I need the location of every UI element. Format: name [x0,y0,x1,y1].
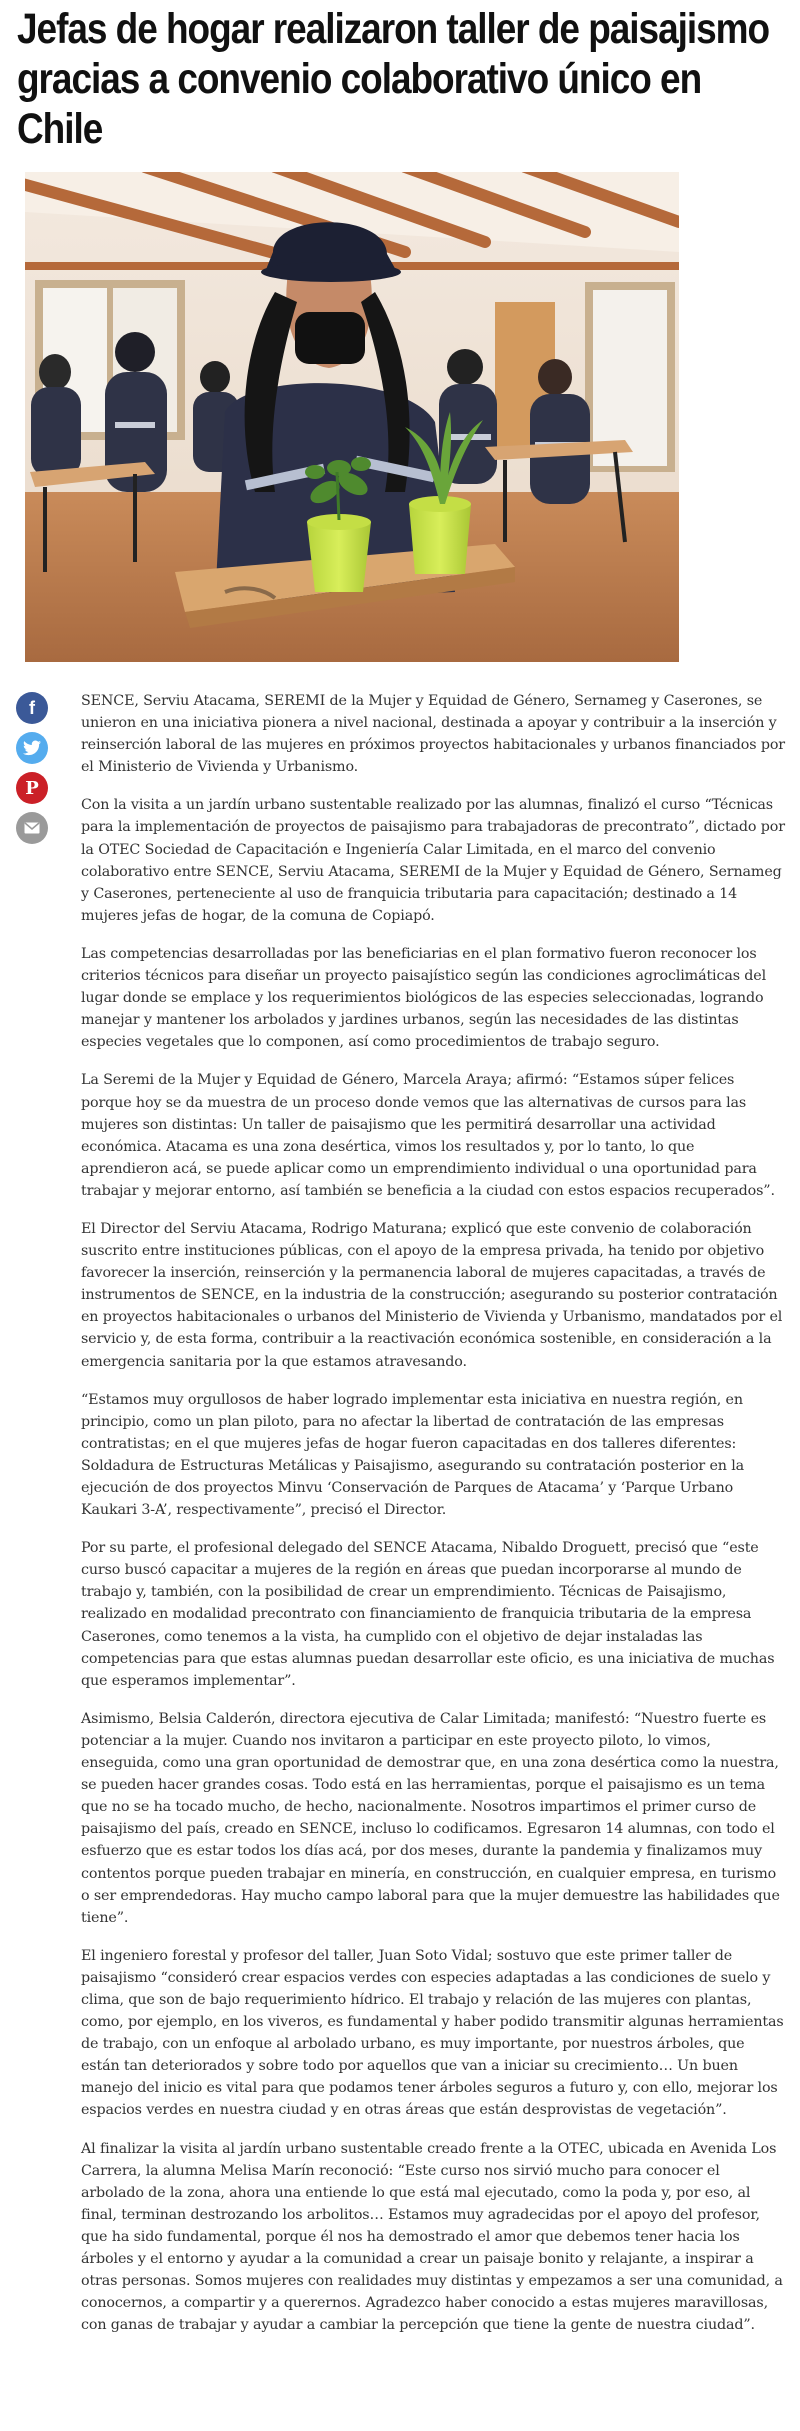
article-paragraph: Asimismo, Belsia Calderón, directora ejecutiva de Calar Limitada; manifestó: “Nuestro fuerte es potenciar a la mujer. Cuando nos invitaron a participar en este proyecto piloto, lo vimos, enseguida, como una gran oportunidad de demostrar que, en una zona desértica como la nuestra, se pueden hacer grandes cosas. Todo está en las herramientas, porque el paisajismo es un tema que no se ha tocado mucho, de hecho, nacionalmente. Nosotros impartimos el primer curso de paisajismo del país, creado en SENCE, incluso lo codificamos. Egresaron 14 alumnas, con todo el esfuerzo que es estar todos los días acá, por dos meses, durante la pandemia y finalizamos muy contentos porque pueden trabajar en minería, en construcción, en cualquier empresa, en turismo o ser emprendedoras. Hay mucho campo laboral para que la mujer demuestre las habilidades que tiene”. [81,1710,780,1926]
article-paragraph: El ingeniero forestal y profesor del taller, Juan Soto Vidal; sostuvo que este primer taller de paisajismo “consideró crear espacios verdes con especies adaptadas a las condiciones de suelo y clima, que son de bajo requerimiento hídrico. El trabajo y relación de las mujeres con plantas, como, por ejemplo, en los viveros, es fundamental y haber podido transmitir algunas herramientas de trabajo, con un enfoque al arbolado urbano, es muy importante, por nuestros árboles, que están tan deteriorados y sobre todo por aquellos que van a iniciar su crecimiento… Un buen manejo del inicio es vital para que podamos tener árboles seguros a futuro y, con ello, mejorar los espacios verdes en nuestra ciudad y en otras áreas que están desprovistas de vegetación”. [81,1947,784,2119]
share-email-button[interactable] [16,812,48,844]
classroom-photo [25,172,679,662]
article-paragraph: El Director del Serviu Atacama, Rodrigo Maturana; explicó que este convenio de colaboración suscrito entre instituciones públicas, con el apoyo de la empresa privada, ha tenido por objetivo favorecer la inserción, reinserción y la permanencia laboral de mujeres capacitadas, a través de instrumentos de SENCE, en la industria de la construcción; asegurando su posterior contratación en proyectos habitacionales o urbanos del Ministerio de Vivienda y Urbanismo, mandatados por el servicio y, de esta forma, contribuir a la reactivación económica sostenible, en consideración a la emergencia sanitaria por la que estamos atravesando. [81,1220,783,1370]
share-pinterest-button[interactable] [16,772,48,804]
article-paragraph: Al finalizar la visita al jardín urbano sustentable creado frente a la OTEC, ubicada en Avenida Los Carrera, la alumna Melisa Marín reconoció: “Este curso nos sirvió mucho para conocer el arbolado de la zona, ahora una entiende lo que está mal ejecutado, como la poda y, por eso, al final, terminan destrozando los arbolitos… Estamos muy agradecidas por el apoyo del profesor, que ha sido fundamental, porque él nos ha demostrado el amor que debemos tener hacia los árboles y el entorno y ayudar a la comunidad a crear un paisaje bonito y relajante, a inspirar a otras personas. Somos mujeres con realidades muy distintas y empezamos a ser una comunidad, a conocernos, a compartir y a querernos. Agradezco haber conocido a estas mujeres maravillosas, con ganas de trabajar y ayudar a cambiar la percepción que tiene la gente de nuestra ciudad”. [81,2140,783,2334]
social-share-bar [16,692,52,852]
article-paragraph: Con la visita a un jardín urbano sustentable realizado por las alumnas, finalizó el curso “Técnicas para la implementación de proyectos de paisajismo para trabajadoras de precontrato”, dictado por la OTEC Sociedad de Capacitación e Ingeniería Calar Limitada, en el marco del convenio colaborativo entre SENCE, Serviu Atacama, SEREMI de la Mujer y Equidad de Género, Sernameg y Caserones, perteneciente al uso de franquicia tributaria para capacitación; destinado a 14 mujeres jefas de hogar, de la comuna de Copiapó. [81,797,785,924]
pinterest-icon: P [25,777,39,799]
email-icon [24,822,40,834]
article-paragraph: Por su parte, el profesional delegado del SENCE Atacama, Nibaldo Droguett, precisó que “este curso buscó capacitar a mujeres de la región en áreas que puedan incorporarse al mundo de trabajo y, también, con la posibilidad de crear un emprendimiento. Técnicas de Paisajismo, realizado en modalidad precontrato con financiamiento de franquicia tributaria de la empresa Caserones, como tenemos a la vista, ha cumplido con el objetivo de dejar instaladas las competencias para que estas alumnas puedan desarrollar este oficio, es una iniciativa de muchas que esperamos implementar”. [81,1540,775,1689]
article-paragraph: “Estamos muy orgullosos de haber logrado implementar esta iniciativa en nuestra región, en principio, como un plan piloto, para no afectar la libertad de contratación de las empresas contratistas; en el que mujeres jefas de hogar fueron capacitadas en dos talleres diferentes: Soldadura de Estructuras Metálicas y Paisajismo, asegurando su contratación posterior en la ejecución de dos proyectos Minvu ‘Conservación de Parques de Atacama’ y ‘Parque Urbano Kaukari 3-A’, respectivamente”, precisó el Director. [81,1391,745,1519]
share-facebook-button[interactable] [16,692,48,724]
twitter-icon [23,740,41,756]
facebook-icon: f [29,697,35,718]
article-paragraph: La Seremi de la Mujer y Equidad de Género, Marcela Araya; afirmó: “Estamos súper felices porque hoy se da muestra de un proceso donde vemos que las alternativas de cursos para las mujeres son distintas: Un taller de paisajismo que les permitirá desarrollar una actividad económica. Atacama es una zona desértica, vimos los resultados y, por lo tanto, lo que aprendieron acá, se puede aplicar como un emprendimiento individual o una oportunidad para trabajar y mejorar entorno, así también se beneficia a la ciudad con estos espacios recuperados”. [81,1072,775,1199]
article-title: Jefas de hogar realizaron taller de paisajismo gracias a convenio colaborativo único en Chile [17,5,770,153]
article-paragraph: Las competencias desarrolladas por las beneficiarias en el plan formativo fueron reconocer los criterios técnicos para diseñar un proyecto paisajístico según las condiciones agroclimáticas del lugar donde se emplace y los requerimientos biológicos de las especies seleccionadas, logrando manejar y mantener los arbolados y jardines urbanos, según las necesidades de las distintas especies vegetales que lo componen, así como procedimientos de trabajo seguro. [81,945,767,1051]
article-body [81,690,786,2352]
article-hero-photo [25,172,679,662]
share-twitter-button[interactable] [16,732,48,764]
article-paragraph: SENCE, Serviu Atacama, SEREMI de la Mujer y Equidad de Género, Sernameg y Caserones, se unieron en una iniciativa pionera a nivel nacional, destinada a apoyar y contribuir a la inserción y reinserción laboral de las mujeres en próximos proyectos habitacionales y urbanos financiados por el Ministerio de Vivienda y Urbanismo. [81,693,785,776]
